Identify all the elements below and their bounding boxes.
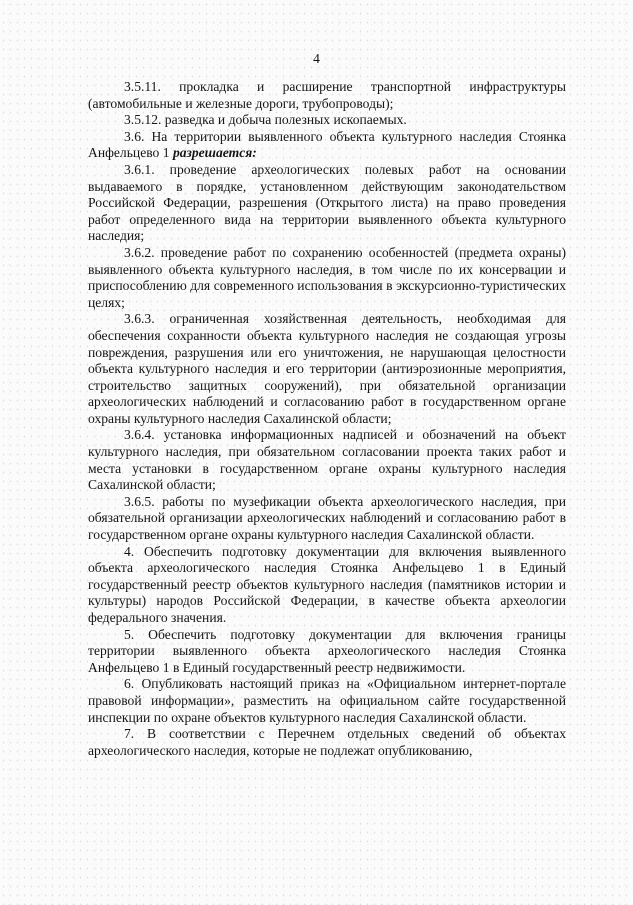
paragraph-5: 5. Обеспечить подготовку документации для включения границы территории выявленного объекта археологического наследия Стоянка Анфельцево 1 в Единый государственный реестр недвижимости. [88, 626, 566, 675]
paragraph-3-6-3: 3.6.3. ограниченная хозяйственная деятельность, необходимая для обеспечения сохранности объекта культурного наследия не создающая угрозы повреждения, разрушения или его уничтожения, не нарушающая целостности объекта культурного наследия и его территории (антиэрозионные мероприятия, строительство защитных сооружений), при обязательной организации археологических наблюдений и согласованию работ в государственном органе охраны культурного наследия Сахалинской области; [88, 311, 566, 426]
paragraph-3-6-4: 3.6.4. установка информационных надписей и обозначений на объект культурного наследия, при обязательном согласовании проекта таких работ и места установки в государственном органе охраны культурного наследия Сахалинской области; [88, 427, 566, 493]
paragraph-3-6-1: 3.6.1. проведение археологических полевых работ на основании выдаваемого в порядке, установленном действующим законодательством Российской Федерации, разрешения (Открытого листа) на право проведения работ определенного вида на территории выявленного объекта культурного наследия; [88, 161, 566, 244]
paragraph-3-6-2: 3.6.2. проведение работ по сохранению особенностей (предмета охраны) выявленного объекта культурного наследия, в том числе по их консервации и приспособлению для современного использования в экскурсионно-туристических целях; [88, 244, 566, 310]
paragraph-7: 7. В соответствии с Перечнем отдельных сведений об объектах археологического наследия, которые не подлежат опубликованию, [88, 726, 566, 758]
paragraph-4: 4. Обеспечить подготовку документации для включения выявленного объекта археологического наследия Стоянка Анфельцево 1 в Единый государственный реестр объектов культурного наследия (памятников истории и культуры) народов Российской Федерации, в качестве объекта археологии федерального значения. [88, 543, 566, 625]
paragraph-3-5-11: 3.5.11. прокладка и расширение транспортной инфраструктуры (автомобильные и железные дороги, трубопроводы); [88, 79, 566, 111]
paragraph-6: 6. Опубликовать настоящий приказ на «Официальном интернет-портале правовой информации», разместить на официальном сайте государственной инспекции по охране объектов культурного наследия Сахалинской области. [88, 676, 566, 725]
page-number: 4 [313, 51, 320, 66]
paragraph-3-6-emphasis: разрешается: [172, 145, 257, 161]
paragraph-3-6-text: 3.6. На территории выявленного объекта культурного наследия Стоянка Анфельцево 1 [88, 128, 566, 161]
paragraph-3-6 [88, 129, 566, 162]
document-body [88, 79, 566, 759]
paragraph-3-6-5: 3.6.5. работы по музефикации объекта археологического наследия, при обязательной организации археологических наблюдений и согласованию работ в государственном органе охраны культурного наследия Сахалинской области. [88, 493, 566, 543]
paragraph-3-5-12: 3.5.12. разведка и добыча полезных ископаемых. [124, 112, 407, 128]
